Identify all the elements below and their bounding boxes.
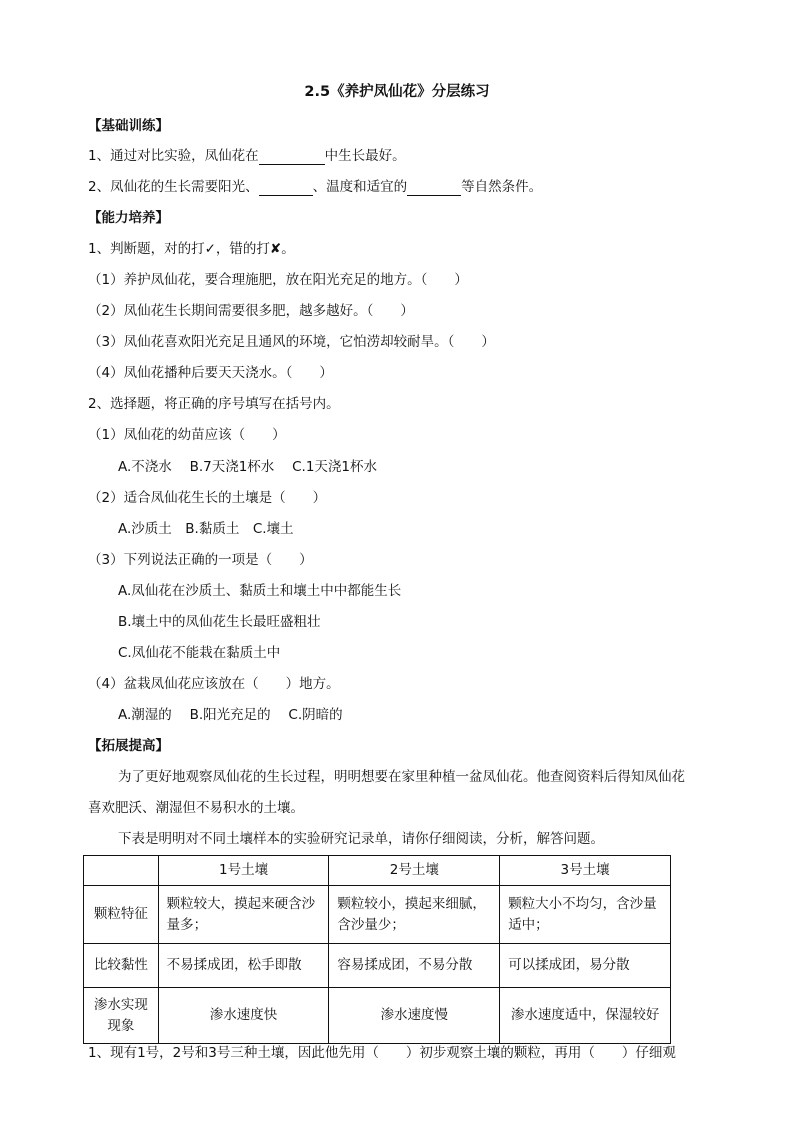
table-cell: 不易揉成团，松手即散 (158, 944, 329, 988)
table-cell: 渗水速度快 (158, 988, 329, 1044)
soil-record-table (83, 855, 671, 1044)
judge-item-1: （1）养护凤仙花，要合理施肥，放在阳光充足的地方。（ ） (88, 272, 468, 288)
judge-item-3: （3）凤仙花喜欢阳光充足且通风的环境，它怕涝却较耐旱。（ ） (88, 334, 495, 350)
extend-paragraph-1-line-1: 为了更好地观察凤仙花的生长过程，明明想要在家里种植一盆凤仙花。他查阅资料后得知凤仙花 (118, 769, 685, 785)
choice-q4: （4）盆栽凤仙花应该放在（ ）地方。 (88, 676, 340, 692)
q2-blank-2[interactable] (407, 181, 461, 196)
table-row (84, 944, 671, 988)
table-row (84, 886, 671, 944)
table-header-cell: 2号土壤 (329, 856, 500, 886)
table-cell: 渗水速度慢 (329, 988, 500, 1044)
q2-blank-1[interactable] (259, 181, 313, 196)
table-cell: 颗粒较小，摸起来细腻，含沙量少； (329, 886, 500, 944)
choice-q3-option-b: B.壤土中的凤仙花生长最旺盛粗壮 (118, 614, 321, 630)
choice-q1: （1）凤仙花的幼苗应该（ ） (88, 427, 286, 443)
extend-paragraph-1-line-2: 喜欢肥沃、潮湿但不易积水的土壤。 (88, 800, 304, 816)
table-row-label: 颗粒特征 (84, 886, 159, 944)
choice-q3-option-c: C.凤仙花不能栽在黏质土中 (118, 645, 281, 661)
choice-heading: 2、选择题，将正确的序号填写在括号内。 (88, 396, 340, 412)
choice-q2-options: A.沙质土 B.黏质土 C.壤土 (118, 521, 294, 537)
table-header-cell: 3号土壤 (500, 856, 671, 886)
table-cell: 颗粒较大，摸起来硬含沙量多； (158, 886, 329, 944)
q1-blank[interactable] (259, 150, 325, 165)
q1-text-before: 1、通过对比实验，凤仙花在 (88, 148, 259, 164)
table-row-label: 渗水实现现象 (84, 988, 159, 1044)
choice-q3-option-a: A.凤仙花在沙质土、黏质土和壤土中中都能生长 (118, 583, 402, 599)
extend-question-1: 1、现有1号，2号和3号三种土壤，因此他先用（ ）初步观察土壤的颗粒，再用（ ）仔细观 (88, 1045, 676, 1061)
table-cell: 渗水速度适中，保湿较好 (500, 988, 671, 1044)
choice-q1-options: A.不浇水 B.7天浇1杯水 C.1天浇1杯水 (118, 459, 377, 475)
choice-q3: （3）下列说法正确的一项是（ ） (88, 552, 313, 568)
q2-text-b: 、温度和适宜的 (312, 179, 408, 195)
q2-text-c: 等自然条件。 (461, 179, 543, 195)
choice-q2: （2）适合凤仙花生长的土壤是（ ） (88, 490, 327, 506)
judge-item-4: （4）凤仙花播种后要天天浇水。（ ） (88, 365, 333, 381)
table-row-label: 比较黏性 (84, 944, 159, 988)
q2-text-a: 2、凤仙花的生长需要阳光、 (88, 179, 259, 195)
page-title: 2.5《养护凤仙花》分层练习 (304, 84, 490, 100)
section-extend: 【拓展提高】 (88, 738, 169, 754)
q1-text-after: 中生长最好。 (324, 148, 406, 164)
section-basic: 【基础训练】 (88, 118, 169, 134)
judge-item-2: （2）凤仙花生长期间需要很多肥，越多越好。（ ） (88, 303, 414, 319)
basic-question-2 (88, 178, 542, 196)
table-header-cell: 1号土壤 (158, 856, 329, 886)
table-header-row (84, 856, 671, 886)
choice-q4-options: A.潮湿的 B.阳光充足的 C.阴暗的 (118, 707, 343, 723)
table-header-cell (84, 856, 159, 886)
table-row (84, 988, 671, 1044)
extend-paragraph-2: 下表是明明对不同土壤样本的实验研究记录单，请你仔细阅读，分析，解答问题。 (118, 831, 604, 847)
basic-question-1 (88, 147, 406, 165)
table-cell: 可以揉成团，易分散 (500, 944, 671, 988)
section-ability: 【能力培养】 (88, 210, 169, 226)
table-cell: 颗粒大小不均匀，含沙量适中； (500, 886, 671, 944)
judge-heading: 1、判断题，对的打✓，错的打✘。 (88, 241, 295, 257)
table-cell: 容易揉成团，不易分散 (329, 944, 500, 988)
